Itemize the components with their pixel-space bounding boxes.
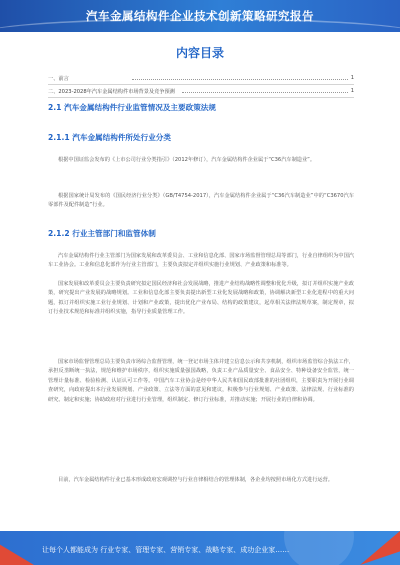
table-of-contents: [48, 72, 354, 98]
footer-slogan: 让每个人都能成为 行业专家、管理专家、营销专家、战略专家、成功企业家……: [42, 546, 290, 554]
paragraph-regulatory-authorities: 汽车金属结构件行业主管部门为国家发展和改革委员会、工业和信息化部、国家市场监督管理总局等部门，行业自律组织为中国汽车工业协会。工业和信息化部作为行业主管部门，主要负责拟定并组织实施行业规划、产业政策和标准等。: [48, 253, 354, 269]
report-title: 汽车金属结构件企业技术创新策略研究报告: [86, 9, 314, 23]
section-heading-2-1-1: 2.1.1 汽车金属结构件所处行业分类: [48, 133, 171, 142]
toc-leader-dots: [182, 92, 348, 93]
report-header: [0, 0, 400, 32]
toc-item-market-background[interactable]: [48, 85, 354, 98]
toc-leader-dots: [132, 79, 348, 80]
toc-item-label: 二、2023-2028年汽车金属结构件市场背景及竞争预测: [48, 89, 175, 95]
paragraph-ndrc-miit-duties: 国家发展和改革委员会主要负责研究拟定国民经济和社会发展战略，推进产业结构战略性调整和优化升级，拟订并组织实施产业政策，研究提出产业发展的战略规划。工业和信息化部主要负责提出新型工业化发展战略和政策，协调解决新型工业化进程中的重大问题，拟订并组织实施工业行业规划、计划和产业政策，提出优化产业布局、结构的政策建议，起草相关法律法规草案，制定规章，拟订行业技术规范和标准并组织实施，指导行业质量管理工作。: [48, 281, 354, 316]
paragraph-samr-caam-duties: 国家市场监督管理总局主要负责市场综合监督管理，统一登记市场主体并建立信息公示和共享机制，组织市场监管综合执法工作，承担反垄断统一执法，规范和维护市场秩序，组织实施质量强国战略，负责工业产品质量安全、食品安全、特种设备安全监管，统一管理计量标准、检验检测、认证认可工作等。中国汽车工业协会是经中华人民共和国民政部批准的社团组织，主要职责为开展行业调查研究，向政府提出本行业发展规划、产业政策、立法等方面的意见和建议，积极参与行业规划、产业政策、法律法规、行业标准的研究、制定和实施；协助政府对行业进行行业管理，组织制定、修订行业标准，并推动实施；开展行业的自律和协调。: [48, 359, 354, 403]
footer-decoration-circle: [284, 531, 354, 565]
paragraph-industry-classification-nbs: 根据国家统计局发布的《国民经济行业分类》（GB/T4754-2017），汽车金属结构件企业属于“C36汽车制造业”中的“C3670汽车零部件及配件制造”行业。: [48, 193, 354, 209]
toc-item-label: 一、前言: [48, 76, 69, 82]
paragraph-industry-classification-csrc: 根据中国证监会发布的《上市公司行业分类指引》（2012年修订），汽车金属结构件企业属于“C36汽车制造业”。: [58, 157, 316, 163]
section-heading-2-1-2: 2.1.2 行业主管部门和监管体制: [48, 229, 156, 238]
report-footer: [0, 531, 400, 565]
paragraph-management-system: 目前，汽车金属结构件行业已基本形成政府宏观调控与行业自律相结合的管理体制，各企业均按照市场化方式进行运营。: [58, 477, 333, 483]
toc-title: 内容目录: [175, 46, 224, 60]
footer-red-accent-left: [0, 531, 34, 565]
section-heading-2-1: 2.1 汽车金属结构件行业监管情况及主要政策法规: [48, 103, 216, 112]
toc-item-preface[interactable]: [48, 72, 354, 85]
toc-item-page: 1: [350, 88, 354, 94]
toc-item-page: 1: [350, 75, 354, 81]
footer-red-accent-right: [360, 531, 400, 565]
